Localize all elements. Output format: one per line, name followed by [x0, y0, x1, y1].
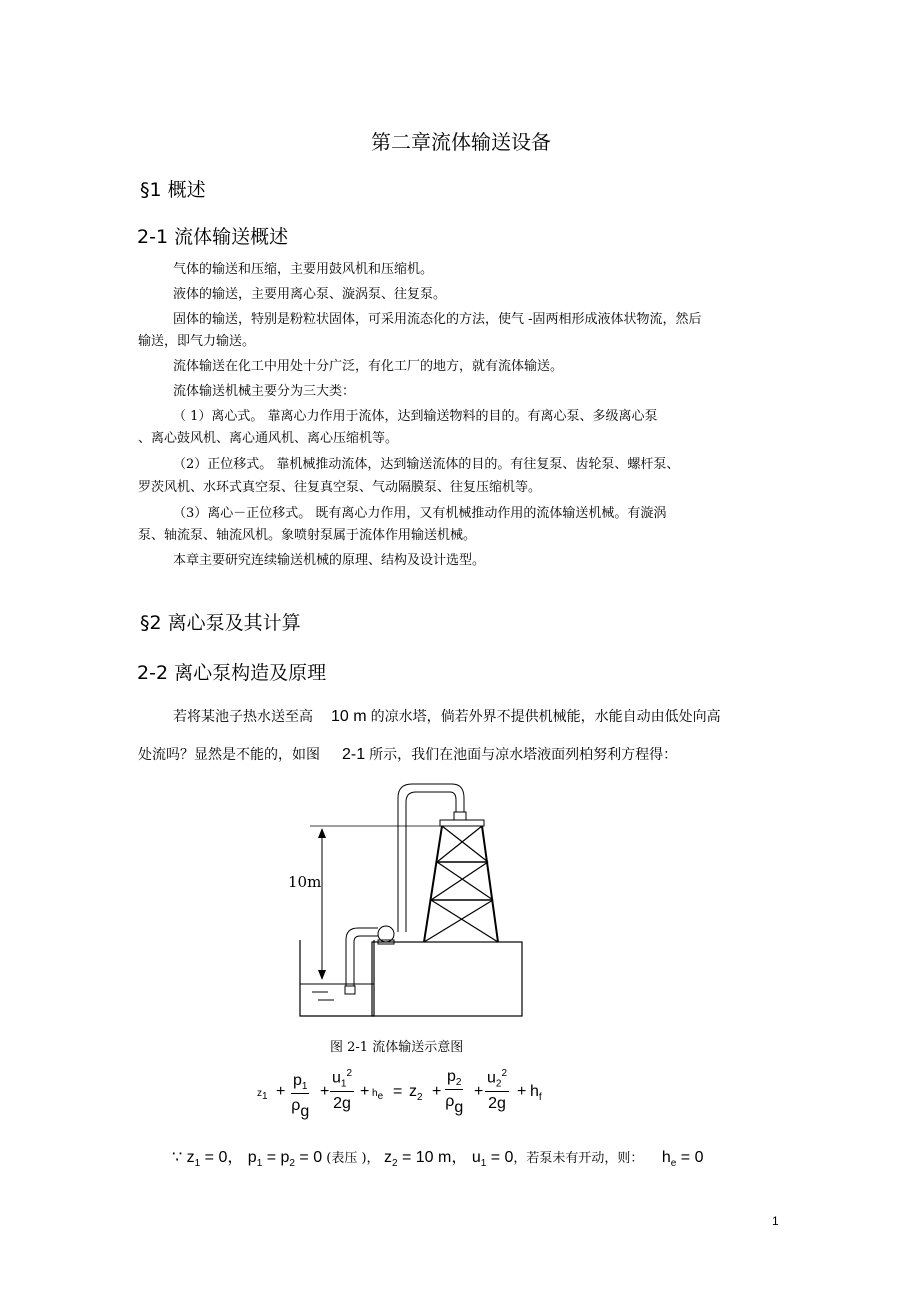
page-number: 1: [772, 1214, 779, 1228]
para-line: 气体的输送和压缩，主要用鼓风机和压缩机。: [173, 262, 434, 277]
figure-height-label: 10m: [288, 873, 322, 891]
section-heading-1: §1 概述: [140, 179, 206, 201]
para-line: （ 1）离心式。 靠离心力作用于流体，达到输送物料的目的。有离心泵、多级离心泵: [173, 409, 658, 424]
figure-caption: 图 2-1 流体输送示意图: [330, 1040, 464, 1055]
para-line: （2）正位移式。 靠机械推动流体，达到输送流体的目的。有往复泵、齿轮泵、螺杆泵、: [173, 457, 680, 472]
flow-schematic-figure: [270, 772, 530, 1020]
subsection-heading-2-1: 2-1 流体输送概述: [137, 226, 289, 248]
para-line: 固体的输送，特别是粉粒状固体，可采用流态化的方法，使气 -固两相形成液体状物流，然后: [173, 312, 702, 327]
subsection-heading-2-2: 2-2 离心泵构造及原理: [137, 662, 327, 684]
para-line: 泵、轴流泵、轴流风机。象喷射泵属于流体作用输送机械。: [138, 528, 477, 543]
para-line: 液体的输送，主要用离心泵、漩涡泵、往复泵。: [173, 287, 447, 302]
para-line: （3）离心－正位移式。 既有离心力作用，又有机械推动作用的流体输送机械。有漩涡: [173, 506, 667, 521]
para-line: 、离心鼓风机、离心通风机、离心压缩机等。: [138, 431, 399, 446]
condition-line: ∵ $z_1 = 0$， $p_1 = p_2 = 0$ (表压 )， $z_2 = 10$ m， $u_1 = 0$，若泵未有开动，则： $h_e = 0$: [172, 1149, 704, 1170]
para-line: 流体输送在化工中用处十分广泛，有化工厂的地方，就有流体输送。: [173, 359, 564, 374]
section-heading-2: §2 离心泵及其计算: [140, 612, 301, 634]
para-line: 本章主要研究连续输送机械的原理、结构及设计选型。: [173, 553, 486, 568]
para-line: 罗茨风机、水环式真空泵、往复真空泵、气动隔膜泵、往复压缩机等。: [138, 480, 542, 495]
para-line: 处流吗？显然是不能的，如图 2-1 所示，我们在池面与凉水塔液面列柏努利方程得：: [138, 746, 678, 763]
para-line: 若将某池子热水送至高 10 m 的凉水塔，倘若外界不提供机械能，水能自动由低处向高: [173, 708, 721, 725]
para-line: 流体输送机械主要分为三大类：: [173, 384, 356, 399]
page-title: 第二章流体输送设备: [371, 130, 551, 154]
para-line: 输送，即气力输送。: [138, 334, 256, 349]
